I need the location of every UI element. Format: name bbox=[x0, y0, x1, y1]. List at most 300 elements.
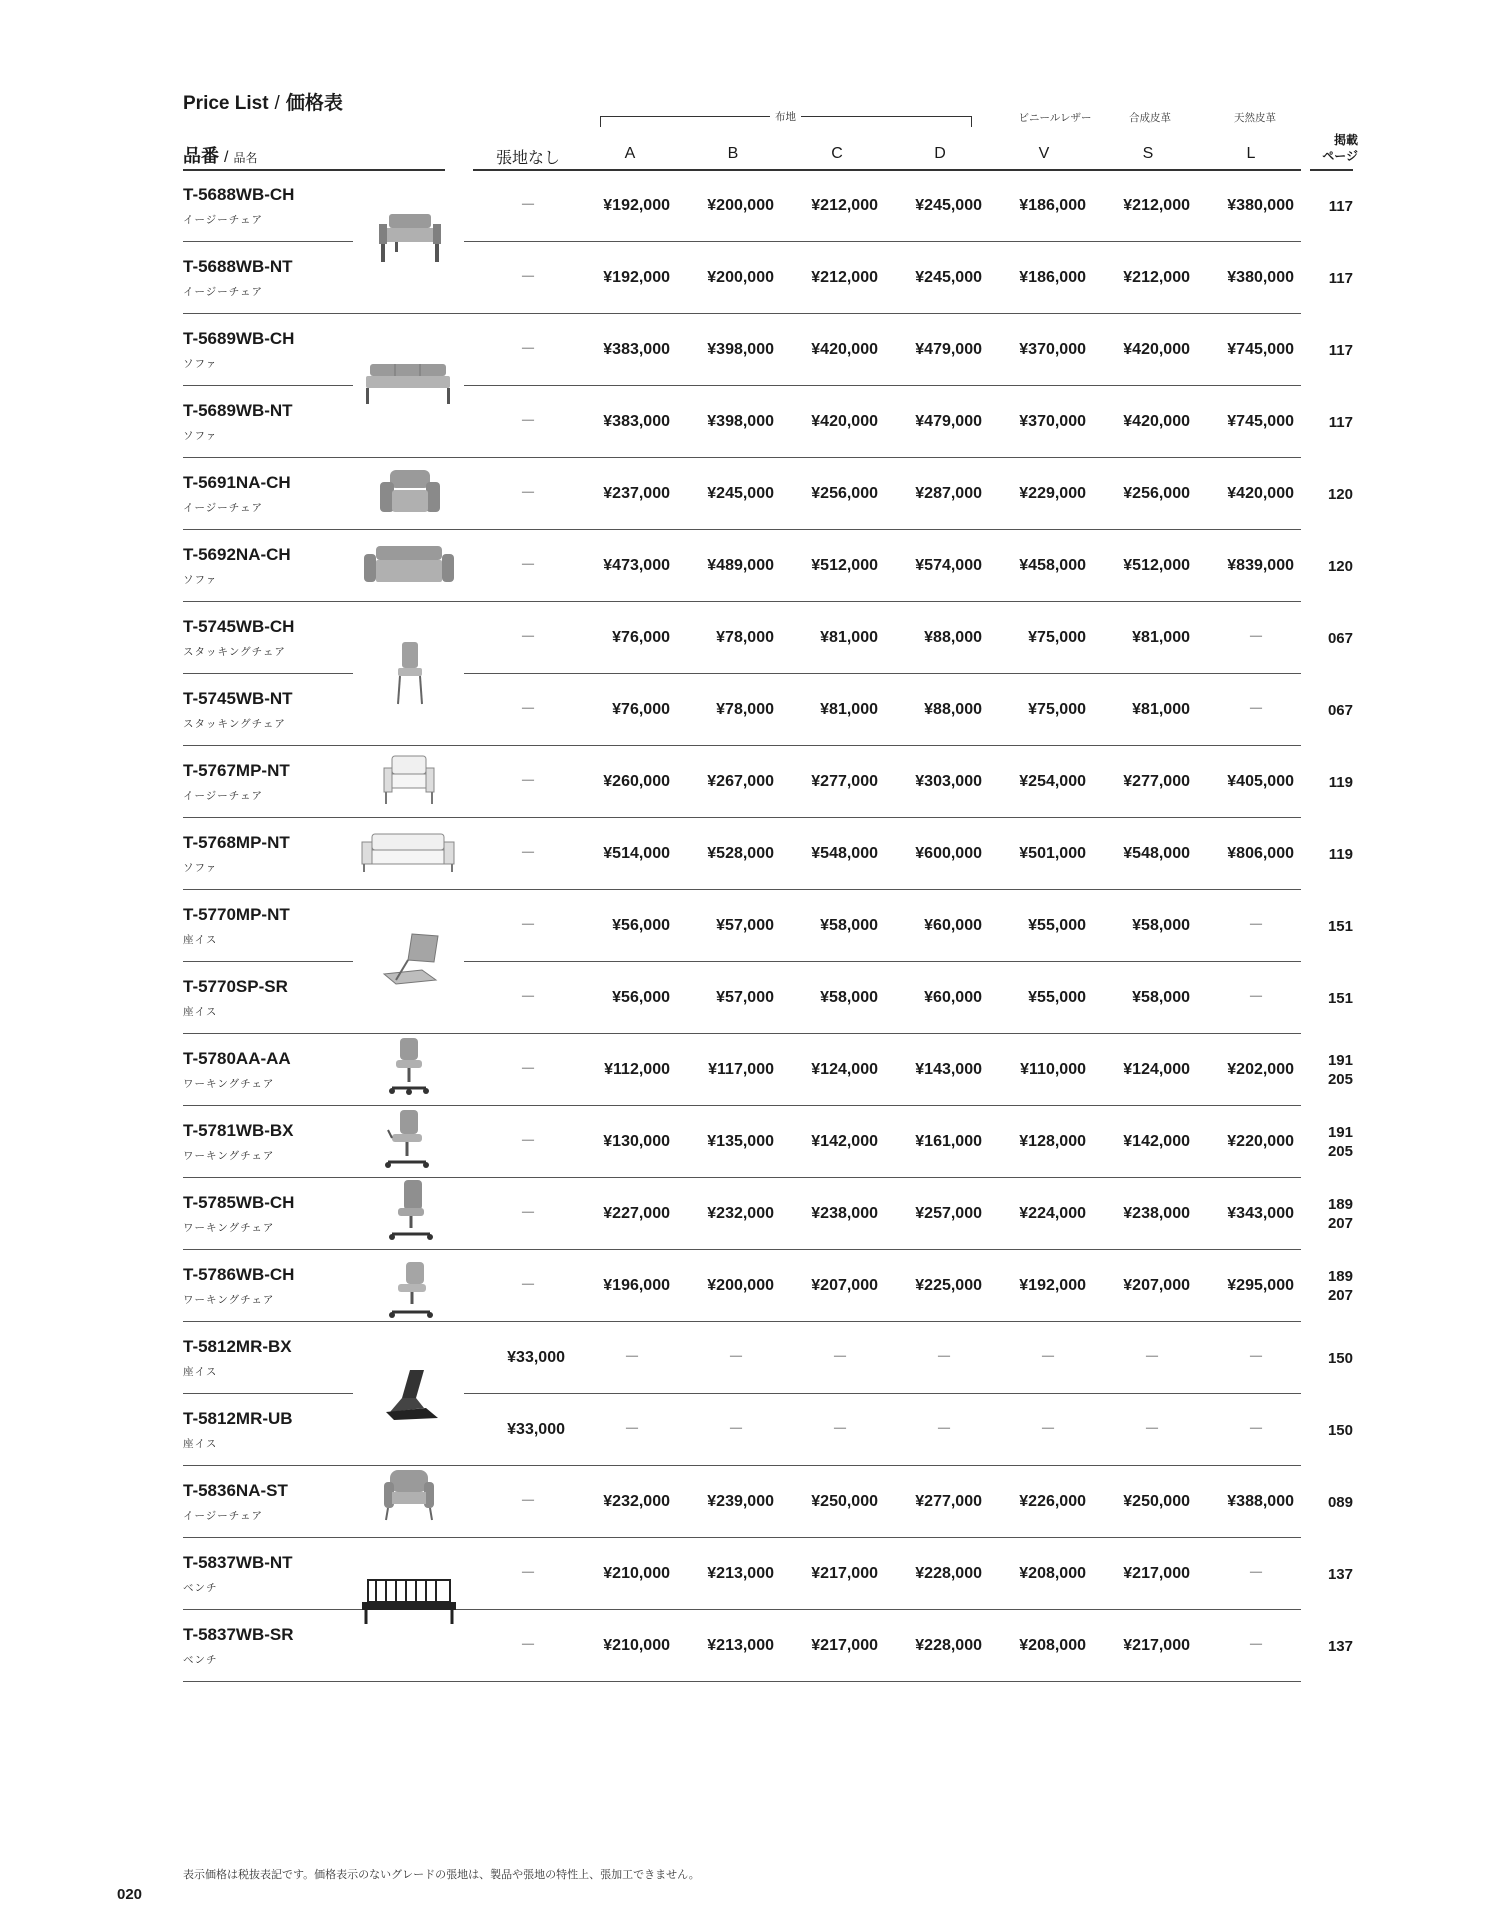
price-cell-none: － bbox=[519, 197, 536, 214]
page-ref-primary: 189 bbox=[1327, 1268, 1353, 1285]
col-header-b: B bbox=[727, 145, 739, 162]
price-cell-a: ¥76,000 bbox=[612, 629, 670, 646]
product-code: T-5785WB-CH bbox=[183, 1193, 295, 1212]
col-header-d: D bbox=[934, 145, 946, 162]
price-cell-l: － bbox=[1247, 989, 1264, 1006]
page-ref bbox=[1328, 458, 1353, 530]
product-code: T-5780AA-AA bbox=[183, 1049, 291, 1068]
price-cell-d: ¥228,000 bbox=[915, 1637, 982, 1654]
table-row bbox=[0, 170, 1503, 242]
page-ref-primary: 067 bbox=[1327, 701, 1353, 719]
page-ref bbox=[1329, 170, 1353, 242]
price-cell-a: ¥227,000 bbox=[603, 1205, 670, 1222]
price-cell-b: ¥117,000 bbox=[708, 1061, 774, 1078]
price-cell-v: ¥186,000 bbox=[1019, 269, 1086, 286]
product-code: T-5689WB-CH bbox=[183, 329, 295, 348]
price-cell-a: ¥112,000 bbox=[604, 1061, 670, 1078]
price-cell-a: ¥383,000 bbox=[603, 341, 670, 358]
price-cell-v: ¥186,000 bbox=[1019, 197, 1086, 214]
price-cell-l: － bbox=[1247, 1637, 1264, 1654]
page-ref bbox=[1329, 386, 1353, 458]
price-cell-b: ¥213,000 bbox=[707, 1565, 774, 1582]
page-ref-primary: 191 bbox=[1327, 1052, 1353, 1069]
price-cell-s: ¥217,000 bbox=[1123, 1637, 1190, 1654]
page-ref-primary: 137 bbox=[1327, 1637, 1353, 1655]
price-cell-v: ¥192,000 bbox=[1019, 1277, 1086, 1294]
price-cell-s: ¥217,000 bbox=[1123, 1565, 1190, 1582]
table-row bbox=[0, 674, 1503, 746]
price-cell-c: ¥238,000 bbox=[811, 1205, 878, 1222]
price-cell-v: ¥226,000 bbox=[1019, 1493, 1086, 1510]
price-cell-b: ¥78,000 bbox=[716, 701, 774, 718]
price-cell-d: ¥303,000 bbox=[915, 773, 982, 790]
group-fabric-label: 布地 bbox=[770, 109, 801, 124]
price-cell-d: ¥161,000 bbox=[915, 1133, 982, 1150]
price-cell-d: ¥228,000 bbox=[915, 1565, 982, 1582]
office-chair-icon bbox=[380, 1108, 436, 1170]
price-cell-c: ¥212,000 bbox=[811, 197, 878, 214]
table-row bbox=[0, 818, 1503, 890]
price-cell-d: ¥88,000 bbox=[924, 701, 982, 718]
table-row bbox=[0, 890, 1503, 962]
price-cell-v: ¥458,000 bbox=[1019, 557, 1086, 574]
price-cell-c: ¥420,000 bbox=[811, 413, 878, 430]
price-cell-v: － bbox=[1039, 1421, 1056, 1438]
price-cell-none: － bbox=[519, 917, 536, 934]
price-cell-a: ¥56,000 bbox=[612, 917, 670, 934]
table-row bbox=[0, 1538, 1503, 1610]
product-name: ワーキングチェア bbox=[183, 1222, 275, 1234]
product-name: ベンチ bbox=[183, 1582, 218, 1594]
price-cell-b: ¥239,000 bbox=[707, 1493, 774, 1510]
product-name: ソファ bbox=[183, 574, 218, 586]
page-ref-primary: 067 bbox=[1327, 629, 1353, 647]
page-ref-secondary: 205 bbox=[1327, 1143, 1353, 1160]
price-cell-c: ¥420,000 bbox=[811, 341, 878, 358]
price-cell-l: ¥839,000 bbox=[1227, 557, 1294, 574]
price-cell-s: ¥238,000 bbox=[1123, 1205, 1190, 1222]
price-cell-l: ¥295,000 bbox=[1227, 1277, 1294, 1294]
price-cell-a: ¥260,000 bbox=[603, 773, 670, 790]
price-cell-l: ¥405,000 bbox=[1227, 773, 1294, 790]
stacking-chair-icon bbox=[388, 640, 432, 706]
product-code: T-5770SP-SR bbox=[183, 977, 288, 996]
price-cell-a: ¥232,000 bbox=[603, 1493, 670, 1510]
price-cell-d: ¥257,000 bbox=[915, 1205, 982, 1222]
price-cell-a: ¥130,000 bbox=[603, 1133, 670, 1150]
product-code: T-5688WB-CH bbox=[183, 185, 295, 204]
page-ref bbox=[1328, 1394, 1353, 1466]
price-cell-l: ¥380,000 bbox=[1227, 197, 1294, 214]
price-cell-a: ¥76,000 bbox=[612, 701, 670, 718]
price-cell-d: ¥143,000 bbox=[915, 1061, 982, 1078]
price-cell-l: ¥745,000 bbox=[1227, 413, 1294, 430]
price-cell-a: ¥210,000 bbox=[603, 1565, 670, 1582]
page-ref-primary: 120 bbox=[1327, 485, 1353, 503]
table-row bbox=[0, 530, 1503, 602]
product-name: イージーチェア bbox=[183, 790, 263, 802]
product-name: 座イス bbox=[183, 1438, 218, 1450]
col-header-c: C bbox=[831, 145, 843, 162]
page-ref bbox=[1328, 602, 1353, 674]
price-cell-v: ¥254,000 bbox=[1019, 773, 1086, 790]
price-cell-s: ¥250,000 bbox=[1123, 1493, 1190, 1510]
col-header-a: A bbox=[624, 145, 636, 162]
price-cell-s: ¥212,000 bbox=[1123, 197, 1190, 214]
price-cell-b: ¥398,000 bbox=[707, 341, 774, 358]
price-cell-d: ¥60,000 bbox=[924, 989, 982, 1006]
price-cell-d: － bbox=[935, 1421, 952, 1438]
page-ref bbox=[1328, 962, 1353, 1034]
price-cell-b: ¥57,000 bbox=[716, 917, 774, 934]
product-code: T-5812MR-BX bbox=[183, 1337, 292, 1356]
price-cell-b: ¥232,000 bbox=[707, 1205, 774, 1222]
price-cell-d: ¥479,000 bbox=[915, 413, 982, 430]
price-cell-v: ¥208,000 bbox=[1019, 1565, 1086, 1582]
product-name: ソファ bbox=[183, 358, 218, 370]
price-cell-l: ¥380,000 bbox=[1227, 269, 1294, 286]
price-cell-s: ¥420,000 bbox=[1123, 341, 1190, 358]
price-cell-a: ¥473,000 bbox=[603, 557, 670, 574]
page-ref-primary: 089 bbox=[1327, 1493, 1353, 1511]
price-cell-b: ¥528,000 bbox=[707, 845, 774, 862]
price-cell-l: － bbox=[1247, 701, 1264, 718]
page-ref-primary: 150 bbox=[1327, 1421, 1353, 1439]
price-cell-c: ¥277,000 bbox=[811, 773, 878, 790]
product-code: T-5692NA-CH bbox=[183, 545, 291, 564]
price-cell-b: ¥245,000 bbox=[707, 485, 774, 502]
product-name: ベンチ bbox=[183, 1654, 218, 1666]
page-ref-primary: 119 bbox=[1328, 845, 1353, 863]
group-synth-label: 合成皮革 bbox=[1129, 112, 1171, 124]
table-row bbox=[0, 314, 1503, 386]
price-cell-none: － bbox=[519, 1493, 536, 1510]
price-cell-d: ¥245,000 bbox=[915, 269, 982, 286]
table-row bbox=[0, 1610, 1503, 1682]
footnote: 表示価格は税抜表記です。価格表示のないグレードの張地は、製品や張地の特性上、張加工できません。 bbox=[183, 1869, 700, 1881]
price-cell-l: ¥202,000 bbox=[1227, 1061, 1294, 1078]
price-cell-none: － bbox=[519, 701, 536, 718]
price-cell-a: ¥383,000 bbox=[603, 413, 670, 430]
price-cell-none: － bbox=[519, 1205, 536, 1222]
table-row bbox=[0, 962, 1503, 1034]
price-cell-none: － bbox=[519, 557, 536, 574]
page-ref bbox=[1329, 746, 1353, 818]
easy-chair-icon bbox=[378, 468, 442, 518]
sofa-icon bbox=[360, 830, 456, 874]
easy-chair-icon bbox=[375, 210, 445, 268]
page-ref bbox=[1329, 314, 1353, 386]
page-ref bbox=[1328, 1250, 1353, 1322]
product-name: イージーチェア bbox=[183, 214, 263, 226]
page-column-header: 掲載 ページ bbox=[1322, 133, 1358, 163]
price-cell-b: ¥213,000 bbox=[707, 1637, 774, 1654]
table-row bbox=[0, 1394, 1503, 1466]
product-name: イージーチェア bbox=[183, 502, 263, 514]
price-cell-b: ¥200,000 bbox=[707, 197, 774, 214]
price-cell-none: ¥33,000 bbox=[507, 1421, 565, 1438]
price-cell-s: ¥256,000 bbox=[1123, 485, 1190, 502]
price-cell-s: ¥124,000 bbox=[1123, 1061, 1190, 1078]
product-name: イージーチェア bbox=[183, 1510, 263, 1522]
price-cell-v: ¥224,000 bbox=[1019, 1205, 1086, 1222]
price-cell-c: ¥250,000 bbox=[811, 1493, 878, 1510]
price-cell-d: ¥600,000 bbox=[915, 845, 982, 862]
page-ref bbox=[1328, 1322, 1353, 1394]
price-cell-b: ¥398,000 bbox=[707, 413, 774, 430]
page-ref bbox=[1328, 890, 1353, 962]
price-cell-none: － bbox=[519, 1061, 536, 1078]
product-code: T-5689WB-NT bbox=[183, 401, 293, 420]
group-leather-label: 天然皮革 bbox=[1234, 112, 1276, 124]
price-cell-l: ¥343,000 bbox=[1227, 1205, 1294, 1222]
price-cell-a: － bbox=[623, 1421, 640, 1438]
price-cell-a: ¥196,000 bbox=[603, 1277, 670, 1294]
product-code: T-5767MP-NT bbox=[183, 761, 290, 780]
table-row bbox=[0, 602, 1503, 674]
product-name: 座イス bbox=[183, 1366, 218, 1378]
price-cell-d: － bbox=[935, 1349, 952, 1366]
price-cell-s: ¥58,000 bbox=[1132, 917, 1190, 934]
price-cell-c: ¥512,000 bbox=[811, 557, 878, 574]
bench-icon bbox=[360, 1578, 458, 1626]
price-cell-s: － bbox=[1143, 1349, 1160, 1366]
price-cell-s: ¥548,000 bbox=[1123, 845, 1190, 862]
office-chair-icon bbox=[386, 1260, 436, 1320]
row-divider bbox=[183, 1681, 1301, 1682]
product-code: T-5837WB-NT bbox=[183, 1553, 293, 1572]
price-cell-c: ¥58,000 bbox=[820, 989, 878, 1006]
page-title: Price List / 価格表 bbox=[183, 93, 343, 114]
product-code: T-5688WB-NT bbox=[183, 257, 293, 276]
price-cell-d: ¥245,000 bbox=[915, 197, 982, 214]
price-cell-s: ¥212,000 bbox=[1123, 269, 1190, 286]
price-cell-a: ¥192,000 bbox=[603, 197, 670, 214]
price-cell-s: － bbox=[1143, 1421, 1160, 1438]
col-header-l: L bbox=[1246, 145, 1256, 162]
price-cell-v: ¥501,000 bbox=[1019, 845, 1086, 862]
price-cell-l: ¥806,000 bbox=[1227, 845, 1294, 862]
product-name: スタッキングチェア bbox=[183, 646, 286, 658]
price-cell-c: ¥217,000 bbox=[811, 1637, 878, 1654]
price-cell-none: － bbox=[519, 269, 536, 286]
product-code: T-5786WB-CH bbox=[183, 1265, 295, 1284]
sofa-icon bbox=[362, 360, 454, 410]
price-cell-s: ¥81,000 bbox=[1132, 701, 1190, 718]
price-cell-s: ¥142,000 bbox=[1123, 1133, 1190, 1150]
product-name: ワーキングチェア bbox=[183, 1078, 275, 1090]
easy-chair-icon bbox=[380, 1468, 438, 1522]
price-cell-v: ¥128,000 bbox=[1019, 1133, 1086, 1150]
price-cell-d: ¥88,000 bbox=[924, 629, 982, 646]
price-cell-none: － bbox=[519, 845, 536, 862]
product-code: T-5745WB-NT bbox=[183, 689, 293, 708]
price-cell-c: ¥142,000 bbox=[811, 1133, 878, 1150]
code-column-header: 品番 / 品名 bbox=[183, 146, 258, 166]
price-cell-l: － bbox=[1247, 1421, 1264, 1438]
table-row bbox=[0, 458, 1503, 530]
table-row bbox=[0, 1106, 1503, 1178]
price-cell-v: ¥229,000 bbox=[1019, 485, 1086, 502]
price-cell-v: ¥55,000 bbox=[1028, 917, 1086, 934]
price-cell-v: － bbox=[1039, 1349, 1056, 1366]
product-name: 座イス bbox=[183, 934, 218, 946]
price-cell-c: ¥81,000 bbox=[820, 629, 878, 646]
col-header-s: S bbox=[1142, 145, 1154, 162]
page-ref bbox=[1328, 1106, 1353, 1178]
price-cell-l: － bbox=[1247, 917, 1264, 934]
product-name: ソファ bbox=[183, 862, 218, 874]
price-cell-none: － bbox=[519, 629, 536, 646]
price-cell-none: － bbox=[519, 1133, 536, 1150]
price-cell-none: － bbox=[519, 1277, 536, 1294]
table-row bbox=[0, 1466, 1503, 1538]
floor-chair-icon bbox=[378, 930, 442, 986]
price-cell-b: ¥200,000 bbox=[707, 1277, 774, 1294]
office-chair-icon bbox=[384, 1036, 434, 1096]
price-cell-d: ¥287,000 bbox=[915, 485, 982, 502]
group-vinyl-label: ビニールレザー bbox=[1018, 112, 1092, 124]
price-cell-b: ¥267,000 bbox=[707, 773, 774, 790]
price-cell-v: ¥75,000 bbox=[1028, 701, 1086, 718]
product-name: ワーキングチェア bbox=[183, 1294, 275, 1306]
price-cell-a: ¥237,000 bbox=[603, 485, 670, 502]
price-cell-c: ¥58,000 bbox=[820, 917, 878, 934]
page-ref bbox=[1328, 1538, 1353, 1610]
price-cell-c: ¥217,000 bbox=[811, 1565, 878, 1582]
page-ref-primary: 120 bbox=[1327, 557, 1353, 575]
price-cell-v: ¥208,000 bbox=[1019, 1637, 1086, 1654]
page-ref-primary: 189 bbox=[1327, 1196, 1353, 1213]
price-cell-c: － bbox=[831, 1349, 848, 1366]
price-cell-a: ¥514,000 bbox=[603, 845, 670, 862]
price-cell-v: ¥110,000 bbox=[1020, 1061, 1086, 1078]
page-ref-primary: 117 bbox=[1328, 197, 1353, 215]
price-cell-none: － bbox=[519, 773, 536, 790]
table-row bbox=[0, 1178, 1503, 1250]
product-code: T-5691NA-CH bbox=[183, 473, 291, 492]
price-cell-c: － bbox=[831, 1421, 848, 1438]
price-cell-b: ¥489,000 bbox=[707, 557, 774, 574]
price-cell-d: ¥574,000 bbox=[915, 557, 982, 574]
price-cell-a: ¥210,000 bbox=[603, 1637, 670, 1654]
price-cell-v: ¥55,000 bbox=[1028, 989, 1086, 1006]
price-cell-c: ¥207,000 bbox=[811, 1277, 878, 1294]
page-ref-primary: 117 bbox=[1328, 413, 1353, 431]
price-cell-c: ¥256,000 bbox=[811, 485, 878, 502]
product-code: T-5836NA-ST bbox=[183, 1481, 288, 1500]
page-number: 020 bbox=[117, 1886, 143, 1903]
page-ref bbox=[1329, 242, 1353, 314]
easy-chair-icon bbox=[380, 752, 438, 808]
product-code: T-5812MR-UB bbox=[183, 1409, 293, 1428]
price-cell-c: ¥81,000 bbox=[820, 701, 878, 718]
price-cell-s: ¥512,000 bbox=[1123, 557, 1190, 574]
price-cell-s: ¥277,000 bbox=[1123, 773, 1190, 790]
product-code: T-5781WB-BX bbox=[183, 1121, 294, 1140]
page-ref-secondary: 207 bbox=[1327, 1215, 1353, 1232]
price-cell-l: － bbox=[1247, 629, 1264, 646]
product-name: イージーチェア bbox=[183, 286, 263, 298]
page-ref-primary: 119 bbox=[1328, 773, 1353, 791]
product-name: ソファ bbox=[183, 430, 218, 442]
price-cell-none: ¥33,000 bbox=[507, 1349, 565, 1366]
price-cell-none: － bbox=[519, 341, 536, 358]
price-cell-none: － bbox=[519, 1565, 536, 1582]
price-cell-s: ¥207,000 bbox=[1123, 1277, 1190, 1294]
page-ref-primary: 151 bbox=[1327, 989, 1353, 1007]
price-cell-l: ¥420,000 bbox=[1227, 485, 1294, 502]
price-cell-s: ¥420,000 bbox=[1123, 413, 1190, 430]
product-code: T-5768MP-NT bbox=[183, 833, 290, 852]
table-row bbox=[0, 242, 1503, 314]
price-cell-d: ¥479,000 bbox=[915, 341, 982, 358]
price-cell-l: ¥220,000 bbox=[1227, 1133, 1294, 1150]
table-row bbox=[0, 1322, 1503, 1394]
table-row bbox=[0, 386, 1503, 458]
page-ref bbox=[1328, 1610, 1353, 1682]
price-cell-b: ¥135,000 bbox=[707, 1133, 774, 1150]
product-name: ワーキングチェア bbox=[183, 1150, 275, 1162]
page-ref-primary: 117 bbox=[1328, 269, 1353, 287]
page-ref bbox=[1329, 818, 1353, 890]
price-cell-s: ¥81,000 bbox=[1132, 629, 1190, 646]
price-cell-l: ¥745,000 bbox=[1227, 341, 1294, 358]
product-code: T-5837WB-SR bbox=[183, 1625, 294, 1644]
price-cell-l: － bbox=[1247, 1349, 1264, 1366]
sofa-icon bbox=[362, 544, 456, 586]
product-name: スタッキングチェア bbox=[183, 718, 286, 730]
price-cell-s: ¥58,000 bbox=[1132, 989, 1190, 1006]
price-cell-d: ¥225,000 bbox=[915, 1277, 982, 1294]
page-ref bbox=[1328, 1034, 1353, 1106]
table-row bbox=[0, 746, 1503, 818]
price-cell-b: － bbox=[727, 1421, 744, 1438]
page-ref bbox=[1328, 674, 1353, 746]
col-header-none: 張地なし bbox=[495, 150, 560, 167]
price-cell-v: ¥370,000 bbox=[1019, 341, 1086, 358]
page-ref bbox=[1328, 1466, 1353, 1538]
col-header-v: V bbox=[1038, 145, 1050, 162]
floor-chair-icon bbox=[380, 1368, 442, 1422]
price-cell-c: ¥124,000 bbox=[811, 1061, 878, 1078]
price-cell-d: ¥60,000 bbox=[924, 917, 982, 934]
product-name: 座イス bbox=[183, 1006, 218, 1018]
page-ref bbox=[1328, 530, 1353, 602]
table-row bbox=[0, 1034, 1503, 1106]
page-ref-primary: 151 bbox=[1327, 917, 1353, 935]
product-code: T-5770MP-NT bbox=[183, 905, 290, 924]
price-cell-b: ¥78,000 bbox=[716, 629, 774, 646]
table-row bbox=[0, 1250, 1503, 1322]
page-ref-primary: 150 bbox=[1327, 1349, 1353, 1367]
page-ref-primary: 191 bbox=[1327, 1124, 1353, 1141]
page-ref bbox=[1328, 1178, 1353, 1250]
page-ref-secondary: 205 bbox=[1327, 1071, 1353, 1088]
price-cell-a: ¥56,000 bbox=[612, 989, 670, 1006]
price-cell-none: － bbox=[519, 413, 536, 430]
page-ref-primary: 137 bbox=[1327, 1565, 1353, 1583]
price-cell-none: － bbox=[519, 485, 536, 502]
price-cell-none: － bbox=[519, 1637, 536, 1654]
price-cell-v: ¥370,000 bbox=[1019, 413, 1086, 430]
product-code: T-5745WB-CH bbox=[183, 617, 295, 636]
price-cell-l: ¥388,000 bbox=[1227, 1493, 1294, 1510]
page-ref-primary: 117 bbox=[1328, 341, 1353, 359]
price-cell-a: － bbox=[623, 1349, 640, 1366]
office-chair-icon bbox=[386, 1178, 436, 1242]
price-cell-c: ¥212,000 bbox=[811, 269, 878, 286]
